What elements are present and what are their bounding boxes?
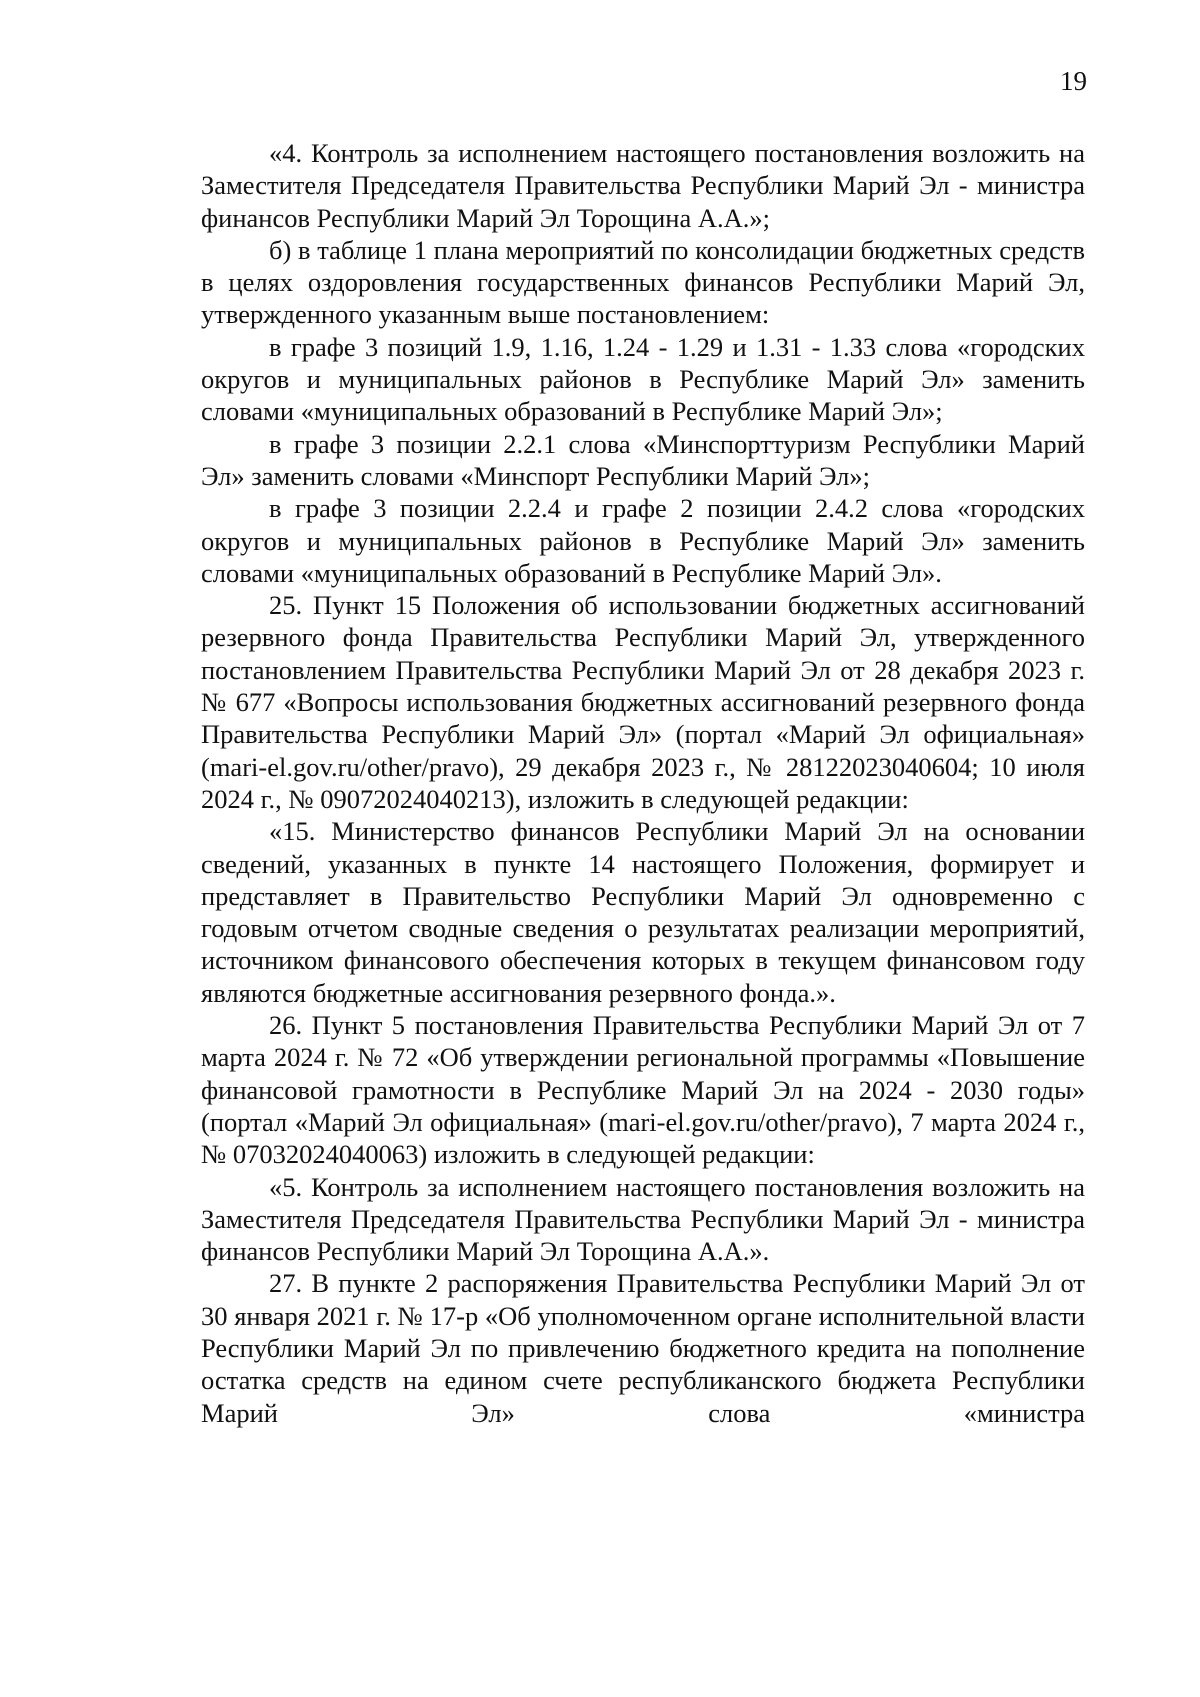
paragraph-item-25: 25. Пункт 15 Положения об использовании бюджетных ассигнований резервного фонда Правительства Республики Марий Эл, утвержденного постановлением Правительства Республики Марий Эл от 28 декабря 2023 г. № 677 «Вопросы использования бюджетных ассигнований резервного фонда Правительства Республики Марий Эл» (портал «Марий Эл официальная» (mari-el.gov.ru/other/pravo), 29 декабря 2023 г., № 28122023040604; 10 июля 2024 г., № 09072024040213), изложить в следующей редакции: — [201, 590, 1085, 814]
paragraph-position-2-2-1: в графе 3 позиции 2.2.1 слова «Минспорттуризм Республики Марий Эл» заменить словами «Минспорт Республики Марий Эл»; — [201, 428, 1085, 491]
paragraph-column-3-positions: в графе 3 позиций 1.9, 1.16, 1.24 - 1.29 и 1.31 - 1.33 слова «городских округов и муниципальных районов в Республике Марий Эл» заменить словами «муниципальных образований в Республике Марий Эл»; — [201, 331, 1085, 427]
paragraph-position-2-2-4: в графе 3 позиции 2.2.4 и графе 2 позиции 2.4.2 слова «городских округов и муниципальных районов в Республике Марий Эл» заменить словами «муниципальных образований в Республике Марий Эл». — [201, 493, 1085, 588]
paragraph-item-4-control: «4. Контроль за исполнением настоящего постановления возложить на Заместителя Председателя Правительства Республики Марий Эл - министра финансов Республики Марий Эл Торощина А.А.»; — [201, 138, 1085, 233]
page-number: 19 — [1060, 66, 1087, 96]
paragraph-item-27: 27. В пункте 2 распоряжения Правительства Республики Марий Эл от 30 января 2021 г. № 17-р «Об уполномоченном органе исполнительной власти Республики Марий Эл по привлечению бюджетного кредита на пополнение остатка средств на едином счете республиканского бюджета Республики Марий Эл» слова «министра — [201, 1268, 1085, 1428]
paragraph-item-26: 26. Пункт 5 постановления Правительства Республики Марий Эл от 7 марта 2024 г. № 72 «Об утверждении региональной программы «Повышение финансовой грамотности в Республике Марий Эл на 2024 - 2030 годы» (портал «Марий Эл официальная» (mari-el.gov.ru/other/pravo), 7 марта 2024 г., № 07032024040063) изложить в следующей редакции: — [201, 1010, 1085, 1170]
paragraph-item-15-quote: «15. Министерство финансов Республики Марий Эл на основании сведений, указанных в пункте 14 настоящего Положения, формирует и представляет в Правительство Республики Марий Эл одновременно с годовым отчетом сводные сведения о результатах реализации мероприятий, источником финансового обеспечения которых в текущем финансовом году являются бюджетные ассигнования резервного фонда.». — [201, 816, 1085, 1008]
paragraph-subitem-b-table-1: б) в таблице 1 плана мероприятий по консолидации бюджетных средств в целях оздоровления государственных финансов Республики Марий Эл, утвержденного указанным выше постановлением: — [201, 234, 1085, 330]
document-body — [201, 137, 1085, 1429]
paragraph-item-5-quote: «5. Контроль за исполнением настоящего постановления возложить на Заместителя Председателя Правительства Республики Марий Эл - министра финансов Республики Марий Эл Торощина А.А.». — [201, 1171, 1085, 1267]
